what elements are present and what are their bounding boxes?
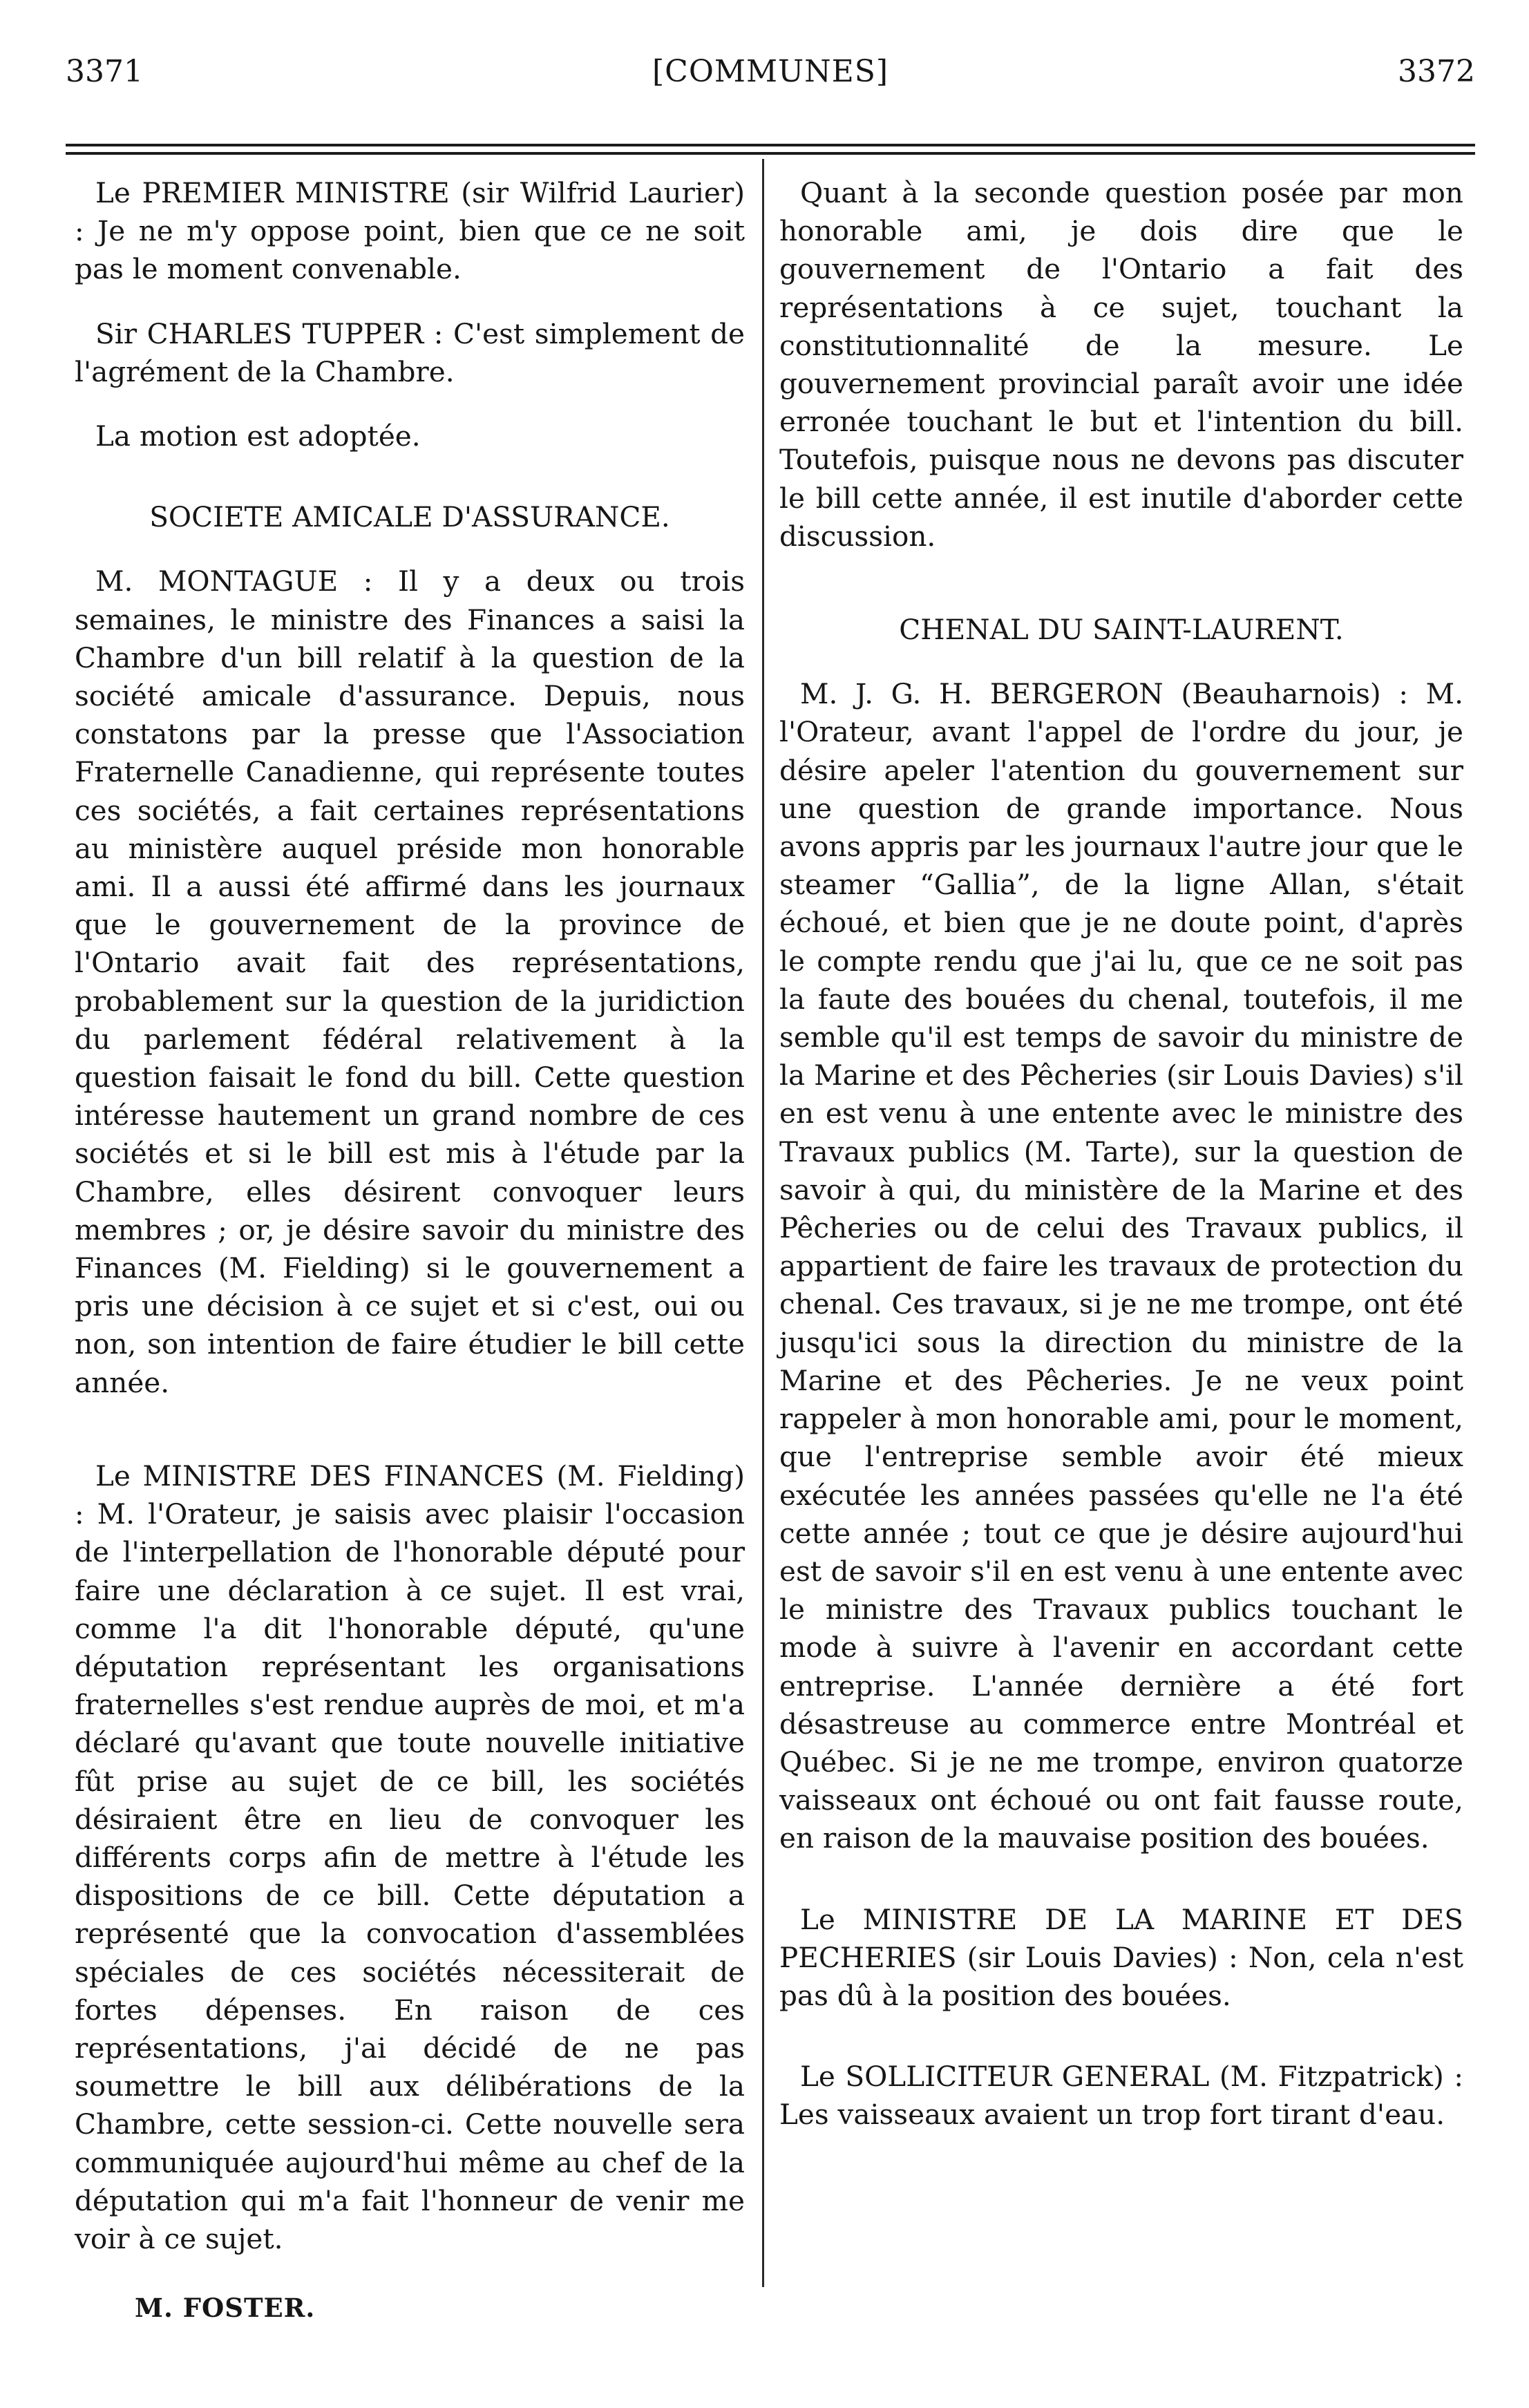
paragraph-tupper: Sir CHARLES TUPPER : C'est simplement de l'agrément de la Chambre. xyxy=(75,316,745,388)
next-speaker-catchword: M. FOSTER. xyxy=(135,2293,316,2323)
column-divider xyxy=(762,159,764,2287)
paragraph-laurier: Le PREMIER MINISTRE (sir Wilfrid Laurier) : Je ne m'y oppose point, bien que ce ne soit pas le moment convenable. xyxy=(75,176,745,286)
paragraph-bergeron: M. J. G. H. BERGERON (Beauharnois) : M. l'Orateur, avant l'appel de l'ordre du jour, je désire apeler l'atention du gouvernement sur une question de grande importance. Nous avons appris par les journaux l'autre jour que le steamer “Gallia”, de la ligne Allan, s'était échoué, et bien que je ne doute point, d'après le compte rendu que j'ai lu, que ce ne soit pas la faute des bouées du chenal, toutefois, il me semble qu'il est temps de savoir du ministre de la Marine et des Pêcheries (sir Louis Davies) s'il en est venu à une entente avec le ministre des Travaux publics (M. Tarte), sur la question de savoir à qui, du ministère de la Marine et des Pêcheries ou de celui des Travaux publics, il appartient de faire les travaux de protection du chenal. Ces travaux, si je ne me trompe, ont été jusqu'ici sous la direction du ministre de la Marine et des Pêcheries. Je ne veux point rappeler à mon honorable ami, pour le moment, que l'entreprise semble avoir été mieux exécutée les années passées qu'elle ne l'a été cette année ; tout ce que je désire aujourd'hui est de savoir s'il en est venu à une entente avec le ministre des Travaux publics touchant le mode à suivre à l'avenir en accordant cette entreprise. L'année dernière a été fort désastreuse au commerce entre Montréal et Québec. Si je ne me trompe, environ quatorze vaisseaux ont échoué ou ont fait fausse route, en raison de la mauvaise position des bouées. xyxy=(779,677,1463,1855)
paragraph-fielding: Le MINISTRE DES FINANCES (M. Fielding) : M. l'Orateur, je saisis avec plaisir l'occasion de l'interpellation de l'honorable député pour faire une déclaration à ce sujet. Il est vrai, comme l'a dit l'honorable député, qu'une députation représentant les organisations fraternelles s'est rendue auprès de moi, et m'a déclaré qu'avant que toute nouvelle initiative fût prise au sujet de ce bill, les sociétés désiraient être en lieu de convoquer les différents corps afin de mettre à l'étude les dispositions de ce bill. Cette députation a représenté que la convocation d'assemblées spéciales de ces sociétés nécessiterait de fortes dépenses. En raison de ces représentations, j'ai décidé de ne pas soumettre le bill aux délibérations de la Chambre, cette session-ci. Cette nouvelle sera communiquée aujourd'hui même au chef de la députation qui m'a fait l'honneur de venir me voir à ce sujet. xyxy=(75,1459,745,2255)
section-heading-societe-amicale: SOCIETE AMICALE D'ASSURANCE. xyxy=(149,500,670,534)
paragraph-davies: Le MINISTRE DE LA MARINE ET DES PECHERIES (sir Louis Davies) : Non, cela n'est pas dû à la position des bouées. xyxy=(779,1902,1463,2012)
header-rule-top xyxy=(66,144,1475,146)
paragraph-fielding-continued: Quant à la seconde question posée par mon honorable ami, je dois dire que le gouvernement de l'Ontario a fait des représentations à ce sujet, touchant la constitutionnalité de la mesure. Le gouvernement provincial paraît avoir une idée erronée touchant le but et l'intention du bill. Toutefois, puisque nous ne devons pas discuter le bill cette année, il est inutile d'aborder cette discussion. xyxy=(779,176,1463,553)
page-header xyxy=(66,54,1475,109)
header-rule-bottom xyxy=(66,152,1475,155)
paragraph-fitzpatrick: Le SOLLICITEUR GENERAL (M. Fitzpatrick) : Les vaisseaux avaient un trop fort tirant d'eau. xyxy=(779,2060,1463,2132)
page-number-left: 3371 xyxy=(66,54,143,89)
page-number-right: 3372 xyxy=(1398,54,1475,89)
left-column xyxy=(75,174,745,2258)
section-heading-chenal: CHENAL DU SAINT-LAURENT. xyxy=(899,613,1344,647)
running-head: [COMMUNES] xyxy=(652,54,889,89)
right-column xyxy=(779,174,1463,2134)
paragraph-motion-adopted: La motion est adoptée. xyxy=(95,419,421,453)
paragraph-montague: M. MONTAGUE : Il y a deux ou trois semaines, le ministre des Finances a saisi la Chambre d'un bill relatif à la question de la société amicale d'assurance. Depuis, nous constatons par la presse que l'Association Fraternelle Canadienne, qui représente toutes ces sociétés, a fait certaines représentations au ministère auquel préside mon honorable ami. Il a aussi été affirmé dans les journaux que le gouvernement de la province de l'Ontario avait fait des représentations, probablement sur la question de la juridiction du parlement fédéral relativement à la question faisait le fond du bill. Cette question intéresse hautement un grand nombre de ces sociétés et si le bill est mis à l'étude par la Chambre, elles désirent convoquer leurs membres ; or, je désire savoir du ministre des Finances (M. Fielding) si le gouvernement a pris une décision à ce sujet et si c'est, oui ou non, son intention de faire étudier le bill cette année. xyxy=(75,565,745,1399)
